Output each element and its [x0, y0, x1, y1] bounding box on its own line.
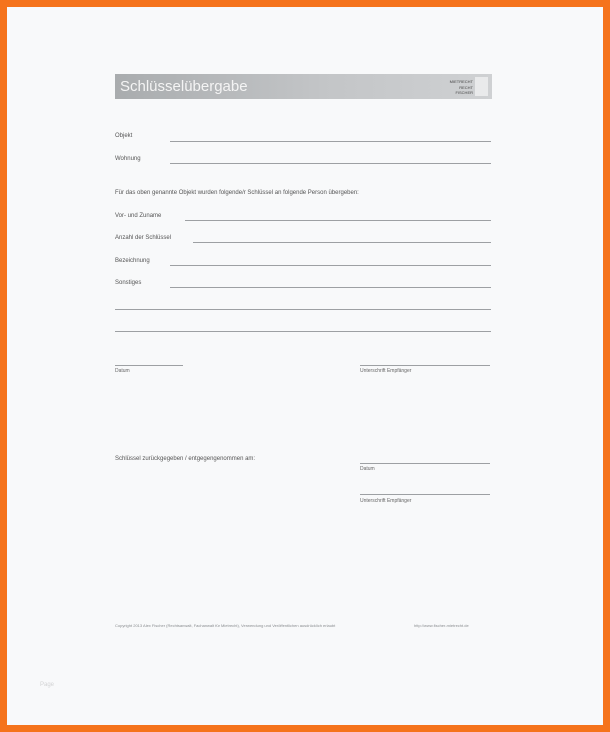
datum-label: Datum — [115, 368, 130, 374]
return-unterschrift-label: Unterschrift Empfänger — [360, 498, 412, 504]
document-header — [115, 74, 492, 99]
logo-line-3: FISCHER — [455, 90, 473, 95]
logo-line-1: MIETRECHT — [449, 79, 473, 84]
anzahl-label: Anzahl der Schlüssel — [115, 235, 172, 241]
datum-field[interactable] — [115, 365, 183, 366]
objekt-field[interactable] — [170, 141, 491, 142]
sonstiges-label: Sonstiges — [115, 280, 142, 286]
return-unterschrift-field[interactable] — [360, 494, 490, 495]
intro-text: Für das oben genannte Objekt wurden folgende/r Schlüssel an folgende Person übergeben: — [115, 190, 359, 196]
name-field[interactable] — [185, 220, 491, 221]
logo-line-2: RECHT — [459, 85, 473, 90]
sonstiges-field[interactable] — [170, 287, 491, 288]
objekt-label: Objekt — [115, 133, 133, 139]
footer-copyright: Copyright 2013 Alex Fischer (Rechtsanwalt, Fachanwalt für Mietrecht), Verwendung und Veröffentlichen ausdrücklich erlaubt — [115, 623, 336, 628]
unterschrift-label: Unterschrift Empfänger — [360, 368, 412, 374]
wohnung-field[interactable] — [170, 163, 491, 164]
sonstiges-field-2[interactable] — [115, 309, 491, 310]
bezeichnung-field[interactable] — [170, 265, 491, 266]
watermark: Page — [40, 682, 55, 688]
return-datum-field[interactable] — [360, 463, 490, 464]
logo — [438, 77, 488, 96]
return-text: Schlüssel zurückgegeben / entgegengenommen am: — [115, 456, 256, 462]
name-label: Vor- und Zuname — [115, 213, 162, 219]
return-datum-label: Datum — [360, 466, 375, 472]
wohnung-label: Wohnung — [115, 156, 141, 162]
bezeichnung-label: Bezeichnung — [115, 258, 150, 264]
unterschrift-field[interactable] — [360, 365, 490, 366]
footer-url[interactable]: http://www.fischer-mietrecht.de — [414, 623, 469, 628]
sonstiges-field-3[interactable] — [115, 331, 491, 332]
document-title: Schlüsselübergabe — [120, 78, 248, 95]
anzahl-field[interactable] — [193, 242, 491, 243]
logo-mark — [475, 77, 488, 96]
